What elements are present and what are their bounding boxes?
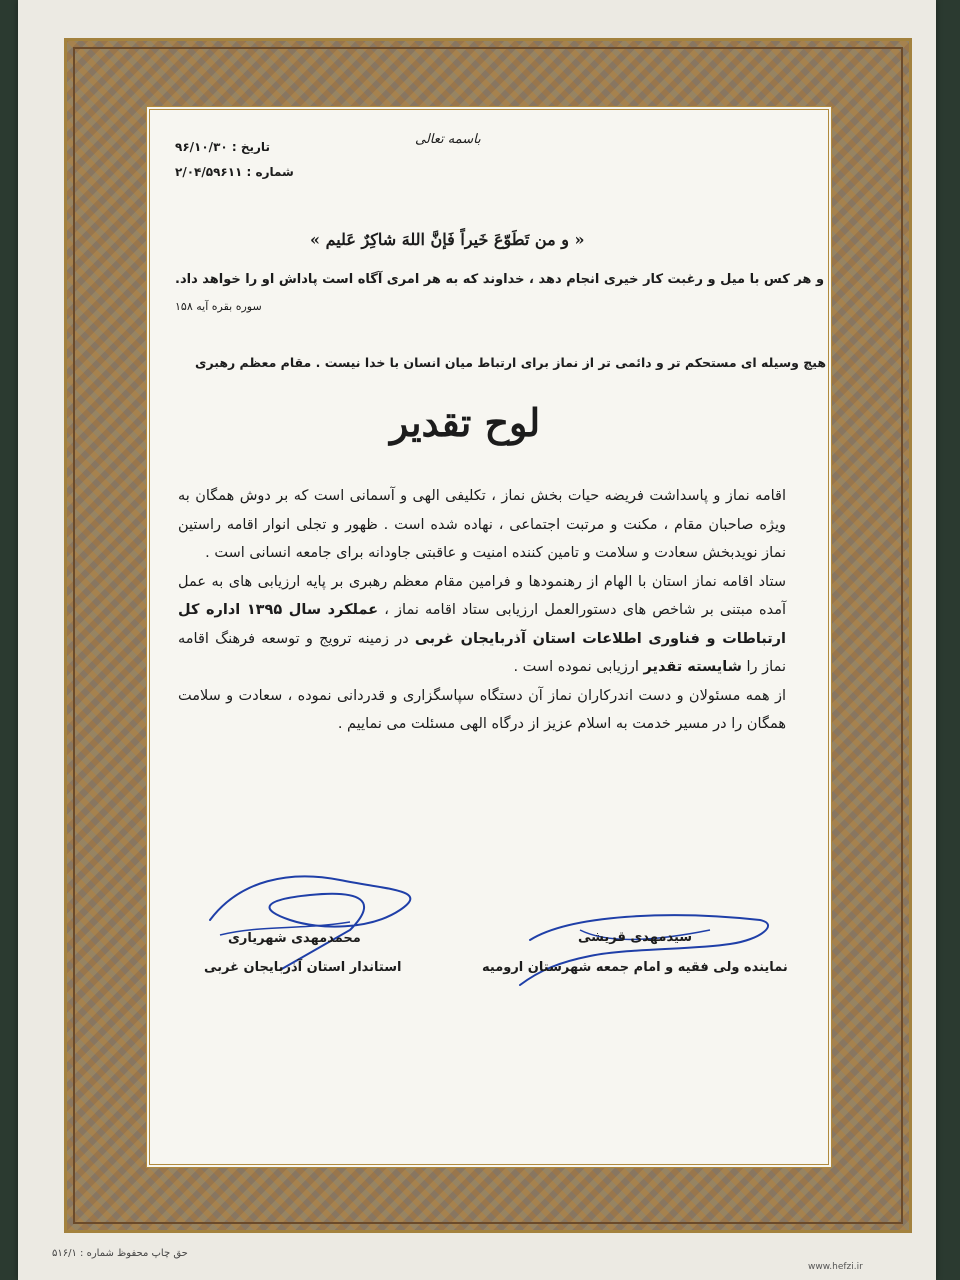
certificate-title: لوح تقدیر <box>390 400 541 445</box>
certificate-body <box>178 482 786 739</box>
right-signer-title: نماینده ولی فقیه و امام جمعه شهرستان ارومیه <box>482 960 788 975</box>
body-text: ارزیابی نموده است . <box>513 659 644 675</box>
body-bold-text: شایسته تقدیر <box>643 659 742 675</box>
number-label: شماره : ۲/۰۴/۵۹۶۱۱ <box>175 165 294 179</box>
body-text: در زمینه ترویج و توسعه فرهنگ اقامه نماز را <box>178 630 786 675</box>
verse-reference: سوره بقره آیه ۱۵۸ <box>175 300 262 313</box>
leader-quote: هیچ وسیله ای مستحکم تر و دائمی تر از نماز برای ارتباط میان انسان با خدا نیست . مقام معظم رهبری <box>195 355 827 370</box>
left-signer-name: محمدمهدی شهریاری <box>228 931 361 946</box>
body-paragraph-3: از همه مسئولان و دست اندرکاران نماز آن دستگاه سپاسگزاری و قدردانی نموده ، سعادت و سلامت همگان را در مسیر خدمت به اسلام عزیز از درگاه الهی مسئلت می نماییم . <box>178 687 786 732</box>
quran-verse: « و من تَطَوّعَ خَیراً فَإنَّ اللهَ شاکِرٌ عَلیم » <box>310 230 585 249</box>
body-text: ستاد اقامه نماز استان با الهام از رهنمودها و فرامین مقام معظم رهبری بر پایه ارزیابی های به عمل آمده مبتنی بر شاخص های دستورالعمل ارزیابی ستاد اقامه نماز ، <box>178 573 786 618</box>
right-signature <box>510 900 790 1000</box>
verse-translation: و هر کس با میل و رغبت کار خیری انجام دهد ، خداوند که به هر امری آگاه است پاداش او را خواهد داد. <box>175 272 825 287</box>
left-signer-title: استاندار استان آذربایجان غربی <box>204 960 402 975</box>
date-label: تاریخ : ۹۶/۱۰/۳۰ <box>175 140 270 154</box>
footer-copyright: حق چاپ محفوظ شماره : ۵۱۶/۱ <box>52 1248 188 1259</box>
invocation-text: باسمه تعالی <box>415 132 481 147</box>
body-paragraph-2 <box>178 568 786 682</box>
footer-website: www.hefzi.ir <box>808 1262 863 1272</box>
body-bold-text: عملکرد سال ۱۳۹۵ اداره کل ارتباطات و فناوری اطلاعات استان آذربایجان غربی <box>178 602 786 647</box>
body-paragraph-1: اقامه نماز و پاسداشت فریضه حیات بخش نماز ، تکلیفی الهی و آسمانی است که بر دوش همگان به ویژه صاحبان مقام ، مکنت و مرتبت اجتماعی ، نهاده شده است . ظهور و تجلی انوار اقامه راستین نماز نویدبخش سعادت و سلامت و تامین کننده امنیت و عاقبتی جاودانه برای جامعه انسانی است . <box>178 488 786 561</box>
right-signer-name: سیدمهدی قریشی <box>578 930 693 945</box>
